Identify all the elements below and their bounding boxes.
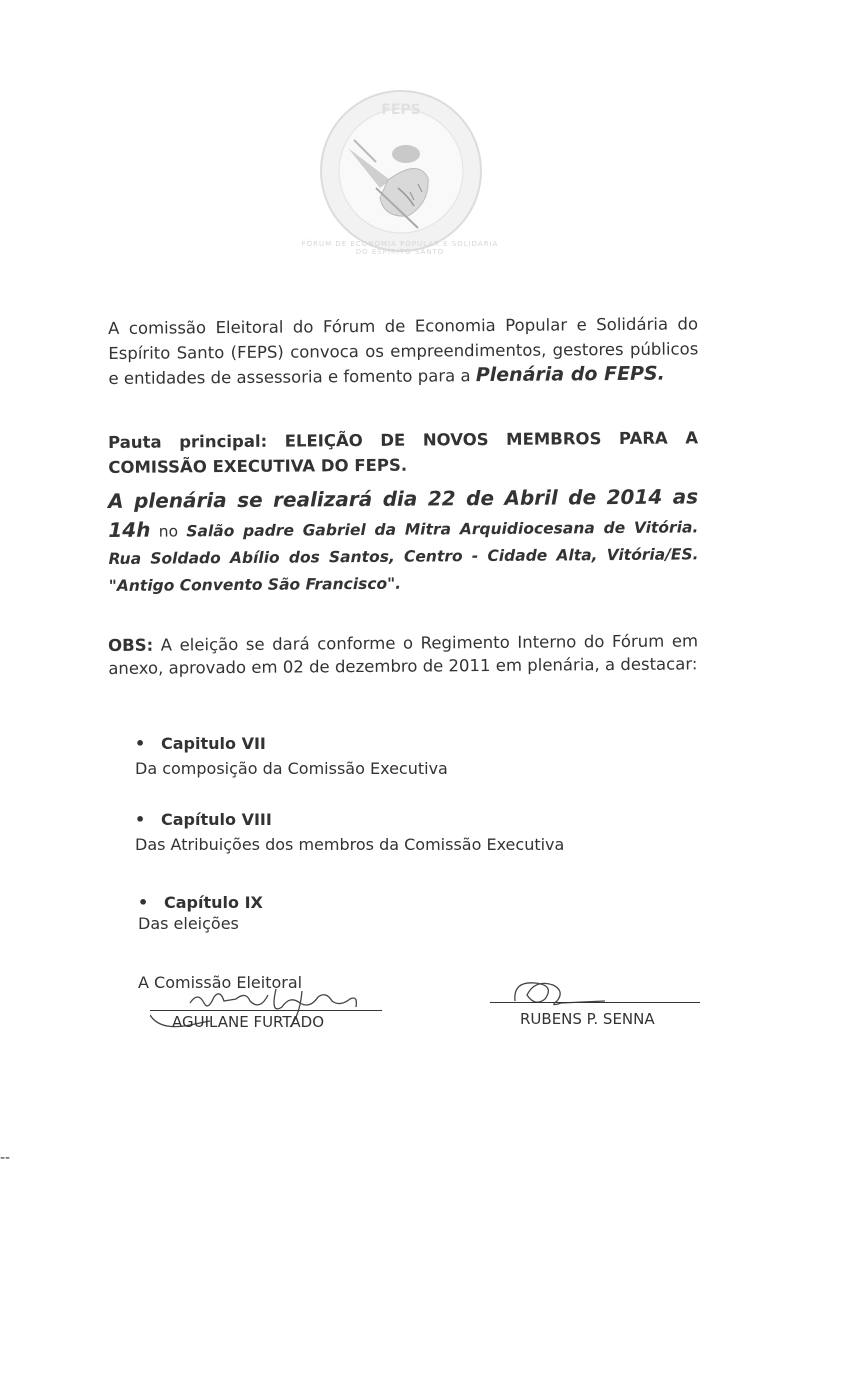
right-signature-scribble xyxy=(505,975,615,1011)
event-location: Salão padre Gabriel da Mitra Arquidiocesana de Vitória. Rua Soldado Abílio dos Santos, Centro - Cidade Alta, Vitória/ES. "Antigo Convento São Francisco". xyxy=(108,518,699,595)
chapter-item xyxy=(135,734,448,778)
obs-label: OBS: xyxy=(108,635,154,655)
left-signer-name: AGUILANE FURTADO xyxy=(172,1013,325,1031)
intro-highlight: Plenária do FEPS. xyxy=(475,362,665,387)
chapter-description: Da composição da Comissão Executiva xyxy=(135,759,448,778)
chapter-item xyxy=(135,810,564,854)
obs-text: A eleição se dará conforme o Regimento Interno do Fórum em anexo, aprovado em 02 de dezembro de 2011 em plenária, a destacar: xyxy=(108,631,699,678)
obs-paragraph xyxy=(108,629,698,680)
chapter-title: Capítulo IX xyxy=(164,893,263,912)
footer-mark: -- xyxy=(0,1150,11,1166)
chapter-item xyxy=(138,893,263,933)
event-details xyxy=(108,483,699,600)
bullet-icon: • xyxy=(135,810,146,829)
event-date: A plenária se realizará dia 22 de Abril de 2014 as 14h xyxy=(108,484,699,542)
right-signature-line xyxy=(490,1002,700,1003)
signature-label: A Comissão Eleitoral xyxy=(138,973,303,992)
left-signature-line xyxy=(150,1010,382,1011)
bullet-icon: • xyxy=(135,734,146,753)
chapter-title: Capítulo VIII xyxy=(161,810,272,829)
intro-text: A comissão Eleitoral do Fórum de Economia Popular e Solidária do Espírito Santo (FEPS) convoca os empreendimentos, gestores públicos e entidades de assessoria e fomento para a xyxy=(108,314,699,388)
agenda-heading: Pauta principal: ELEIÇÃO DE NOVOS MEMBROS PARA A COMISSÃO EXECUTIVA DO FEPS. xyxy=(108,428,699,477)
intro-paragraph xyxy=(108,311,699,391)
bullet-icon: • xyxy=(138,893,149,912)
event-connector: no xyxy=(150,522,187,541)
chapter-title: Capitulo VII xyxy=(161,734,266,753)
right-signer-name: RUBENS P. SENNA xyxy=(520,1010,655,1028)
logo-caption: FÓRUM DE ECONOMIA POPULAR E SOLIDÁRIA DO ESPÍRITO SANTO xyxy=(301,240,499,256)
svg-text:FEPS: FEPS xyxy=(381,102,421,118)
chapter-description: Das Atribuições dos membros da Comissão Executiva xyxy=(135,835,565,854)
feps-logo xyxy=(318,88,484,254)
chapter-description: Das eleições xyxy=(138,914,239,933)
